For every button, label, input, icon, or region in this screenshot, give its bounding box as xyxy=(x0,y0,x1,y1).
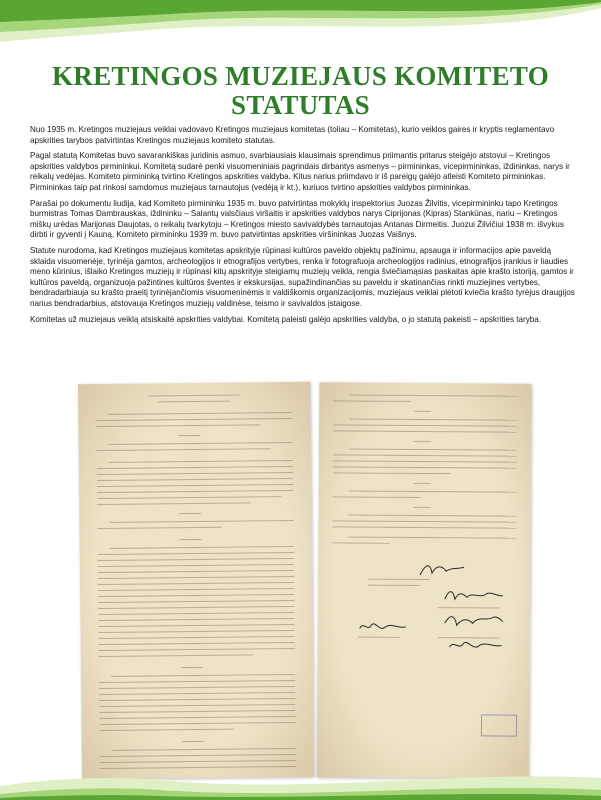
paragraph-4: Statute nurodoma, kad Kretingos muziejaus komitetas apskrityje rūpinasi kultūros paveldo objektų pažinimu, apsauga ir informacijos apie paveldą sklaida visuomenėje, tyrinėja gamtos, archeologijos ir etnografijos vertybes, renka ir fotografuoja archeologijos radinius, etnografijos įrankius ir liaudies meno kūrinius, išlaiko Kretingos muziejų ir rūpinasi kitų apskrityje steigiamų muziejų veikla, rengia šviečiamąsias paskaitas apie krašto istoriją, gamtos ir kultūros paveldą, organizuoja pažintines kultūros šventes ir ekskursijas, supažindinančias su paveldu ir skatinančias rinkti muziejines vertybes, bendradarbiauja su krašto praeitį tyrinėjančiomis visuomeninėmis ir valdiškomis organizacijomis, muziejaus veiklai plėtoti kviečia krašto tyrėjus draugijos narius bendradarbius, atstovauja Kretingos muziejų valdinėse, teismo ir savivaldos įstaigose. xyxy=(30,245,575,308)
typed-line xyxy=(414,507,431,508)
archive-stamp xyxy=(481,714,517,736)
paragraph-2: Pagal statutą Komitetas buvo savarankiškas juridinis asmuo, svarbiausiais klausimais sprendimus priimantis pritarus steigėjo atstovui – Kretingos apskrities valdybos pirmininkui. Komitetą sudarė penki visuomeniniais pagrindais dirbantys asmenys – pirmininkas, vicepirmininkas, iždininkas, narys ir reikalų vedėjas. Komiteto pirmininką tvirtino Kretingos apskrities valdyba. Kitus narius priimdavo ir iš pareigų galėjo atleisti Komiteto pirmininkas. Pirmininkas taip pat rinkosi samdomus muziejaus tarnautojus (vedėją ir kt.), kuriuos tvirtino apskrities valdybos pirmininkas. xyxy=(30,151,570,192)
typed-line xyxy=(178,435,200,437)
typed-line xyxy=(414,411,431,412)
body-text xyxy=(30,125,575,330)
top-decorative-band xyxy=(0,0,601,60)
signature-4 xyxy=(358,619,408,637)
statute-document-page-2 xyxy=(317,382,532,778)
paragraph-1: Nuo 1935 m. Kretingos muziejaus veiklai vadovavo Kretingos muziejaus komitetas (toliau – Komitetas), kurio veiklos gaires ir kryptis reglamentavo apskrities tarybos patvirtintas Kretingos muziejaus komiteto statutas. xyxy=(30,125,555,145)
statute-document-page-1 xyxy=(78,382,314,779)
signature-1 xyxy=(418,561,468,579)
paragraph-3: Parašai po dokumentu liudija, kad Komiteto pirmininku 1935 m. buvo patvirtintas mokyklų inspektorius Juozas Žilvitis, vicepirmininku tapo Kretingos burmistras Tomas Dambrauskas, iždininku – Salantų valsčiaus viršaitis ir apskrities valdybos narys Ciprijonas (Kipras) Stankūnas, nariu – Kretingos miškų urėdas Marijonas Daujotas, o reikalų tvarkytoju – Kretingos miesto savivaldybės tarnautojas Antanas Dirmeitis. Juozui Žilvičiui 1938 m. išvykus dirbti ir gyventi į Kauną, Komiteto pirmininku 1939 m. buvo patvirtintas apskrities viršininkas Juozas Vaišnys. xyxy=(30,198,564,240)
typed-line xyxy=(181,667,203,669)
title-line-2: STATUTAS xyxy=(231,90,370,120)
signature-3 xyxy=(443,611,505,629)
signature-5 xyxy=(447,637,503,655)
typed-line xyxy=(179,513,201,515)
bottom-decorative-band xyxy=(0,750,601,800)
typed-line xyxy=(414,441,431,442)
paragraph-5: Komitetas už muziejaus veiklą atsiskaitė apskrities valdybai. Komitetą paleisti galėjo apskrities valdyba, o jo statutą pakeisti – apskrities taryba. xyxy=(30,314,542,324)
page-title xyxy=(20,62,581,120)
typed-line xyxy=(414,483,431,484)
signature-2 xyxy=(443,587,505,605)
title-line-1: KRETINGOS MUZIEJAUS KOMITETO xyxy=(52,61,549,91)
typed-line xyxy=(180,539,202,541)
typed-line xyxy=(182,741,204,743)
